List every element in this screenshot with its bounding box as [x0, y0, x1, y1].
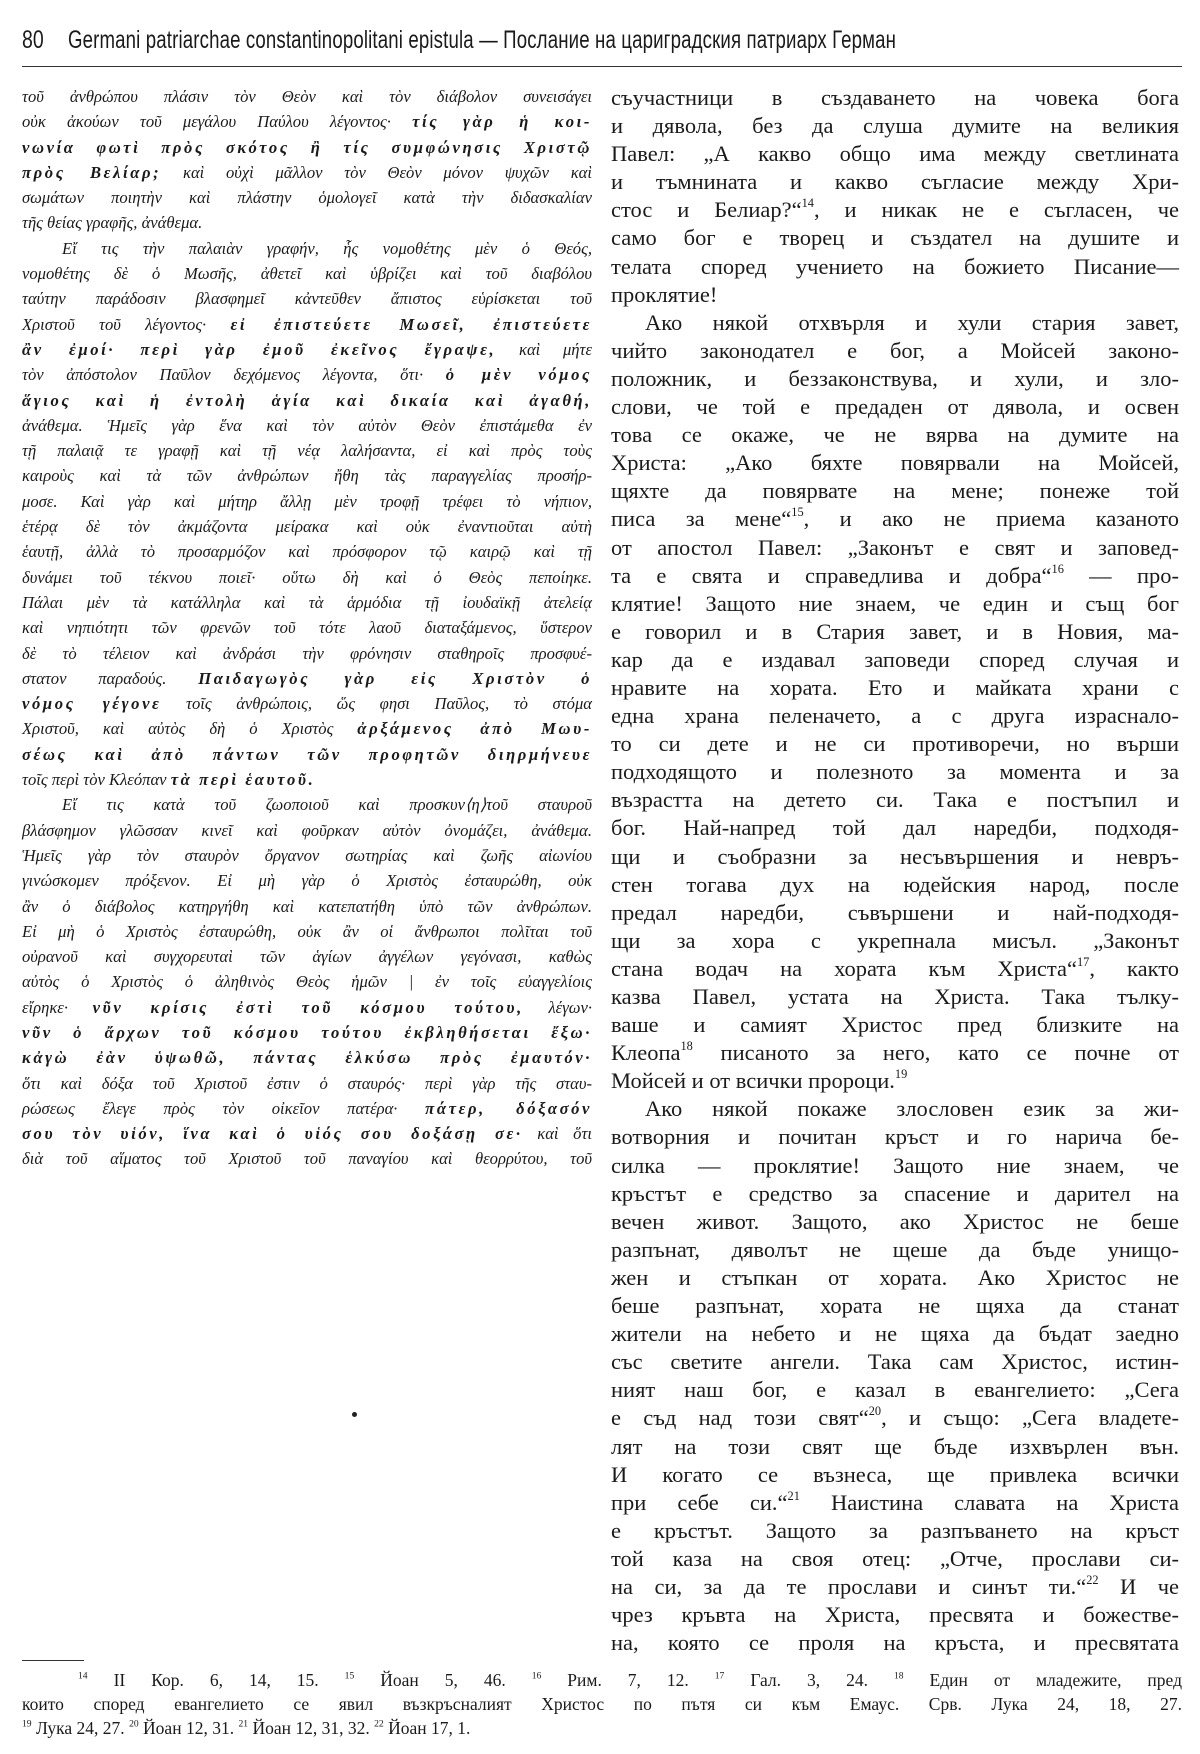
text-run: τὸν ἀπόστολον Παῦλον δεχόμενος λέγοντα, ὅτι·	[22, 365, 446, 385]
footnote-ref: 22	[374, 1718, 384, 1730]
text-run: той каза на своя отец: „Отче, прослави си-	[611, 1545, 1179, 1571]
text-run: Ако някой отхвърля и хули стария завет,	[645, 309, 1179, 335]
text-run: бог. Най-напред той дал наредби, подходя-	[611, 815, 1179, 841]
text-run: нравите на хората. Ето и майката храни с	[611, 674, 1179, 700]
text-run: и тъмнината и какво съгласие между Хри-	[611, 169, 1179, 195]
paragraph	[22, 84, 592, 236]
text-run: щи и съобразни за несъвършения и невръ-	[611, 843, 1179, 869]
text-run: τῇ παλαιᾷ τε γραφῇ καὶ τῇ νέᾳ λαλήσαντα, εἰ καὶ πρὸς τοὺς	[22, 441, 592, 461]
text-run: ἑαυτῇ, ἀλλὰ τὸ προσαρμόζον καὶ πρόσφορον τῷ καιρῷ καὶ τῇ	[22, 542, 592, 562]
text-line	[22, 792, 592, 817]
text-run: Ако някой покаже злословен език за жи-	[645, 1096, 1179, 1122]
footnote-ref: 14	[801, 196, 814, 211]
text-run: αὐτὸς ὁ Χριστὸς ὁ ἀληθινὸς Θεὸς ἡμῶν | ἐν τοῖς εὐαγγελίοις	[22, 972, 592, 992]
paragraph	[22, 792, 592, 1171]
text-run: τοῖς ἀνθρώποις, ὥς φησι Παῦλος, τὸ στόμα	[161, 694, 593, 714]
spaced-quotation: ὁ μὲν νόμος	[445, 365, 592, 385]
text-run: кръстът е средство за спасение и дарител на	[611, 1180, 1179, 1206]
text-run: Един от младежите, пред	[903, 1670, 1182, 1690]
text-line	[22, 1096, 592, 1121]
text-line	[611, 224, 1179, 252]
text-line	[22, 109, 592, 134]
text-run: μοσε. Καὶ γὰρ καὶ μήτηρ ἄλλῃ μὲν τροφῇ τρέφει τὸ νήπιον,	[22, 491, 592, 511]
text-line	[22, 1121, 592, 1146]
text-run: — про-	[1063, 562, 1179, 588]
text-run: Εἴ τις τὴν παλαιὰν γραφήν, ἧς νομοθέτης μὲν ὁ Θεός,	[62, 238, 592, 258]
text-run: Χριστοῦ, καὶ αὐτὸς δὴ ὁ Χριστὸς	[22, 719, 358, 739]
text-line	[611, 1264, 1179, 1292]
text-run: слови, че той е предаден от дявола, и освен	[611, 394, 1179, 420]
paragraph	[611, 309, 1179, 1096]
text-line	[611, 1629, 1179, 1657]
text-run: στατον παραδούς.	[22, 668, 199, 688]
page-number: 80	[22, 26, 44, 54]
text-run: клятие! Защото ние знаем, че един и същ бог	[611, 590, 1179, 616]
spaced-quotation: νωνία φωτὶ πρὸς σκότος ἢ τίς συμφώνησις Χριστῷ	[22, 137, 592, 157]
spaced-quotation: ἀρξάμενος ἀπὸ Μωυ-	[357, 719, 592, 739]
text-run: καὶ ὅτι	[522, 1124, 592, 1144]
text-line	[611, 1461, 1179, 1489]
text-line	[22, 742, 592, 767]
text-run: Ἡμεῖς γὰρ τὸν σταυρὸν ὄργανον σωτηρίας καὶ ζωῆς αἰωνίου	[22, 845, 592, 865]
text-line	[22, 261, 592, 286]
text-line	[611, 814, 1179, 842]
text-run: телата според учението на божието Писание—	[611, 253, 1179, 279]
text-line	[611, 758, 1179, 786]
text-line	[611, 562, 1179, 590]
text-run: ὅτι καὶ δόξα τοῦ Χριστοῦ ἐστιν ὁ σταυρός· περὶ γὰρ τῆς σταυ-	[22, 1073, 592, 1093]
text-run: писаното за него, като се почне от	[692, 1040, 1179, 1066]
text-run: е съд над този свят“	[611, 1405, 869, 1431]
text-run: II Кор. 6, 14, 15.	[87, 1670, 345, 1690]
footnote-ref: 17	[1077, 955, 1090, 970]
text-run: Йоан 12, 31.	[138, 1718, 239, 1738]
text-run: на си, за да те прослави и синът ти.“	[611, 1573, 1087, 1599]
text-run: е говорил и в Стария завет, и в Новия, ма-	[611, 618, 1179, 644]
running-title: Germani patriarchae constantinopolitani epistula — Послание на цариградския патриарх Герман	[68, 26, 897, 54]
text-line	[22, 615, 592, 640]
text-line	[611, 1180, 1179, 1208]
text-line	[22, 84, 592, 109]
text-line	[611, 702, 1179, 730]
spaced-quotation: σέως καὶ ἀπὸ πάντων τῶν προφητῶν διηρμήνευε	[22, 744, 592, 764]
paragraph	[611, 1095, 1179, 1657]
text-line	[611, 449, 1179, 477]
text-run: καιροὺς καὶ τὰ τῶν ἀνθρώπων ἤθη τὰς παραγγελίας προσήρ-	[22, 466, 592, 486]
text-line	[611, 927, 1179, 955]
footnote-ref: 15	[791, 505, 804, 520]
footnote-ref: 15	[344, 1670, 355, 1682]
spaced-quotation: κἀγὼ ἐὰν ὑψωθῶ, πάντας ἑλκύσω πρὸς ἐμαυτόν·	[22, 1048, 592, 1068]
text-run: Наистина славата на Христа	[799, 1489, 1180, 1515]
text-line	[611, 1601, 1179, 1629]
text-run: ἑτέρᾳ δὲ τὸν ἀκμάζοντα μείρακα καὶ οὐκ ἐναντιοῦται αὐτὴ	[22, 517, 592, 537]
text-line	[22, 413, 592, 438]
text-line	[22, 160, 592, 185]
text-run: положник, и беззаконствува, и хули, и зло-	[611, 365, 1179, 391]
text-line	[22, 843, 592, 868]
text-line	[611, 84, 1179, 112]
text-line	[22, 539, 592, 564]
text-run: само бог е творец и създател на душите и	[611, 225, 1179, 251]
text-line	[22, 210, 592, 235]
text-line	[611, 309, 1179, 337]
footnote-ref: 20	[868, 1404, 882, 1419]
text-line	[611, 1292, 1179, 1320]
text-line	[611, 281, 1179, 309]
text-run: Εἰ μὴ ὁ Χριστὸς ἐσταυρώθη, οὐκ ἂν οἱ ἄνθρωποι πολῖται τοῦ	[22, 921, 592, 941]
spaced-quotation: πάτερ, δόξασόν	[425, 1098, 592, 1118]
text-line	[611, 168, 1179, 196]
text-line	[22, 818, 592, 843]
text-line	[611, 505, 1179, 533]
footnote-ref: 16	[531, 1670, 542, 1682]
text-line	[611, 983, 1179, 1011]
spaced-quotation: τίς γὰρ ἡ κοι-	[412, 112, 592, 132]
text-run: οὐκ ἀκούων τοῦ μεγάλου Παύλου λέγοντος·	[22, 112, 413, 132]
text-run: βλάσφημον γλῶσσαν κινεῖ καὶ φοῦρκαν αὐτὸν ὀνομάζει, ἀνάθεμα.	[22, 820, 592, 840]
text-run: една храна пеленачето, а с друга израснало-	[611, 703, 1179, 729]
footnote-ref: 19	[894, 1067, 908, 1082]
text-line	[611, 1517, 1179, 1545]
text-run: възрастта на детето си. Така е постъпил и	[611, 787, 1179, 813]
text-run: Христа: „Ако бяхте повярвали на Мойсей,	[611, 450, 1179, 476]
text-run: Рим. 7, 12.	[541, 1670, 715, 1690]
text-line	[611, 196, 1179, 224]
text-line	[22, 489, 592, 514]
footnote-ref: 21	[238, 1718, 249, 1730]
text-run: силка — проклятие! Защото ние знаем, че	[611, 1152, 1179, 1178]
footnote-ref: 19	[22, 1718, 32, 1730]
text-run: ταύτην παράδοσιν βλασφημεῖ κἀντεῦθεν ἄπιστος εὑρίσκεται τοῦ	[22, 289, 592, 309]
text-line	[611, 365, 1179, 393]
footnote-ref: 14	[78, 1670, 88, 1682]
text-line	[22, 666, 592, 691]
text-line	[611, 140, 1179, 168]
text-run: подходящото и полезното за момента и за	[611, 759, 1179, 785]
text-line	[22, 1692, 1182, 1716]
text-line	[22, 590, 592, 615]
text-line	[22, 995, 592, 1020]
text-line	[611, 786, 1179, 814]
text-line	[22, 969, 592, 994]
text-line	[22, 894, 592, 919]
text-run: καὶ μήτε	[496, 339, 592, 359]
text-line	[22, 514, 592, 539]
text-line	[611, 1545, 1179, 1573]
text-run: жен и стъпкан от хората. Ако Христос не	[611, 1264, 1179, 1290]
text-run: та е свята и справедлива и добра“	[611, 562, 1052, 588]
text-line	[611, 1067, 1179, 1095]
text-run: τῆς θείας γραφῆς, ἀνάθεμα.	[22, 213, 203, 233]
text-run: стана водач на хората към Христа“	[611, 955, 1077, 981]
text-line	[611, 1208, 1179, 1236]
text-run: Гал. 3, 24.	[724, 1670, 894, 1690]
paragraph	[611, 84, 1179, 309]
text-line	[611, 1404, 1179, 1432]
text-line	[22, 236, 592, 261]
text-run: то си дете и не си противоречи, но върши	[611, 731, 1179, 757]
text-run: Йоан 12, 31, 32.	[248, 1718, 375, 1738]
text-run: διὰ τοῦ αἵματος τοῦ Χριστοῦ τοῦ παναγίου καὶ θεορρύτου, τοῦ	[22, 1149, 592, 1169]
text-run: това се окаже, че не вярва на думите на	[611, 422, 1179, 448]
text-line	[22, 388, 592, 413]
text-run: καὶ νηπιότητι τῶν φρενῶν τοῦ τότε λαοῦ διαταξάμενος, ὕστερον	[22, 618, 592, 638]
text-line	[22, 1045, 592, 1070]
text-line	[611, 590, 1179, 618]
text-line	[22, 767, 592, 792]
bulgarian-translation-column	[611, 84, 1179, 1657]
text-line	[611, 899, 1179, 927]
text-line	[611, 1039, 1179, 1067]
footnote-ref: 18	[680, 1039, 693, 1054]
spaced-quotation: ἅγιος καὶ ἡ ἐντολὴ ἁγία καὶ δικαία καὶ ἀγαθή,	[22, 390, 592, 410]
text-line	[611, 1348, 1179, 1376]
text-run: И че	[1098, 1573, 1179, 1599]
text-run: , както	[1089, 955, 1180, 981]
running-header	[22, 22, 1182, 62]
text-run: Πάλαι μὲν τὰ κατάλληλα καὶ τὰ ἁρμόδια τῇ ἰουδαϊκῇ ἀτελείᾳ	[22, 592, 592, 612]
text-line	[22, 716, 592, 741]
text-run: Павел: „А какво общо има между светлината	[611, 141, 1179, 167]
text-line	[611, 1152, 1179, 1180]
text-run: σωμάτων ποιητὴν καὶ πλάστην ὁμολογεῖ κατὰ τὴν διδασκαλίαν	[22, 188, 592, 208]
text-run: при себе си.“	[611, 1489, 788, 1515]
text-run: , и никак не е съгласен, че	[813, 197, 1179, 223]
text-run: щяхте да повярвате на мене; понеже той	[611, 478, 1179, 504]
text-line	[22, 312, 592, 337]
text-line	[22, 185, 592, 210]
footnote-ref: 21	[787, 1488, 800, 1503]
text-run: разпънат, дяволът не щеше да бъде унищо-	[611, 1236, 1179, 1262]
text-run: τοῖς περὶ τὸν Κλεόπαν	[22, 770, 171, 790]
footnote-ref: 20	[129, 1718, 139, 1730]
text-line	[22, 1020, 592, 1045]
text-run: νομοθέτης δὲ ὁ Μωσῆς, ἀθετεῖ καὶ ὑβρίζει καὶ τοῦ διαβόλου	[22, 264, 592, 284]
text-run: със светите ангели. Така сам Христос, истин-	[611, 1349, 1179, 1375]
spaced-quotation: σου τὸν υἱόν, ἵνα καὶ ὁ υἱός σου δοξάσῃ σε·	[22, 1124, 523, 1144]
text-line	[611, 1123, 1179, 1151]
text-run: и дявола, без да слуша думите на великия	[611, 113, 1179, 139]
text-run: на, която се проля на кръста, и пресвятата	[611, 1630, 1179, 1656]
header-rule	[22, 66, 1182, 67]
spaced-quotation: τὰ περὶ ἑαυτοῦ.	[170, 770, 316, 790]
text-line	[611, 955, 1179, 983]
text-run: Йоан 17, 1.	[383, 1718, 471, 1738]
text-line	[611, 1011, 1179, 1039]
text-line	[22, 135, 592, 160]
text-run: съучастници в създаването на човека бога	[611, 85, 1179, 110]
text-line	[611, 1573, 1179, 1601]
text-line	[611, 1489, 1179, 1517]
text-run: писа за мене“	[611, 506, 792, 532]
footnote-ref: 22	[1086, 1573, 1099, 1588]
text-run: кар да е издавал заповеди според случая и	[611, 646, 1179, 672]
text-run: οὐρανοῦ καὶ συγχορευταὶ τῶν ἁγίων ἀγγέλων γεγόνασι, καθὼς	[22, 947, 592, 967]
text-run: ваше и самият Христос пред близките на	[611, 1012, 1179, 1038]
text-run: ният наш бог, е казал в евангелието: „Сега	[611, 1377, 1179, 1403]
text-line	[611, 253, 1179, 281]
text-run: Клеопа	[611, 1040, 681, 1066]
text-line	[611, 1095, 1179, 1123]
greek-text-column	[22, 84, 592, 1172]
spaced-quotation: εἰ ἐπιστεύετε Μωσεῖ, ἐπιστεύετε	[230, 314, 592, 334]
text-run: И когато се възнеса, ще привлека всички	[611, 1461, 1179, 1487]
text-line	[611, 871, 1179, 899]
text-run: ρώσεως ἔλεγε πρὸς τὸν οἰκεῖον πατέρα·	[22, 1098, 426, 1118]
text-run: стос и Белиар?“	[611, 197, 802, 223]
text-run: проклятие!	[611, 281, 718, 307]
text-run: казва Павел, устата на Христа. Така тълку-	[611, 984, 1179, 1009]
text-run: щи за хора с укрепнала мисъл. „Законът	[611, 927, 1179, 953]
text-line	[22, 641, 592, 666]
text-line	[22, 463, 592, 488]
text-run: вечен живот. Защото, ако Христос не беше	[611, 1208, 1179, 1234]
text-line	[611, 646, 1179, 674]
text-run: лят на този свят ще бъде изхвърлен вън.	[611, 1433, 1179, 1459]
text-line	[22, 868, 592, 893]
text-line	[611, 1236, 1179, 1264]
text-line	[611, 1433, 1179, 1461]
text-line	[611, 1376, 1179, 1404]
text-line	[22, 1668, 1182, 1692]
text-line	[611, 534, 1179, 562]
text-line	[22, 362, 592, 387]
text-line	[611, 843, 1179, 871]
text-line	[22, 1716, 1182, 1740]
text-run: τοῦ ἀνθρώπου πλάσιν τὸν Θεὸν καὶ τὸν διάβολον συνεισάγει	[22, 87, 592, 106]
text-line	[611, 1320, 1179, 1348]
text-line	[22, 438, 592, 463]
text-line	[22, 919, 592, 944]
text-run: чрез кръвта на Христа, пресвята и божестве-	[611, 1602, 1179, 1628]
footnote-rule	[22, 1660, 84, 1661]
text-run: Лука 24, 27.	[31, 1718, 130, 1738]
text-run: , и ако не приема казаното	[803, 506, 1179, 532]
text-line	[22, 691, 592, 716]
footnote-ref: 16	[1051, 561, 1064, 576]
text-run: жители на небето и не щяха да бъдат заедно	[611, 1321, 1179, 1347]
spaced-quotation: νῦν κρίσις ἐστὶ τοῦ κόσμου τούτου,	[92, 997, 524, 1017]
text-line	[611, 421, 1179, 449]
text-run: вотворния и почитан кръст и го нарича бе-	[611, 1124, 1179, 1150]
text-line	[22, 1071, 592, 1096]
text-run: ἀνάθεμα. Ἡμεῖς γὰρ ἕνα καὶ τὸν αὐτὸν Θεὸν ἐπιστάμεθα ἐν	[22, 415, 592, 435]
text-line	[611, 730, 1179, 758]
text-run: е кръстът. Защото за разпъването на кръст	[611, 1517, 1179, 1543]
text-run: беше разпънат, хората не щяха да станат	[611, 1293, 1179, 1319]
text-line	[22, 1146, 592, 1171]
footnote-ref: 17	[714, 1670, 725, 1682]
text-run: δυνάμει τοῦ τέκνου ποιεῖ· οὕτω δὴ καὶ ὁ Θεὸς πεποίηκε.	[22, 567, 592, 587]
footnotes	[22, 1668, 1182, 1740]
text-line	[611, 112, 1179, 140]
paragraph	[22, 236, 592, 793]
text-line	[611, 674, 1179, 702]
text-run: δὲ τὸ τέλειον καὶ ἀνδράσι τὴν φρόνησιν σταθηροῖς προσφυέ-	[22, 643, 592, 663]
text-run: ἂν ὁ διάβολος κατηργήθη καὶ κατεπατήθη ὑπὸ τῶν ἀνθρώπων.	[22, 896, 592, 916]
text-line	[22, 944, 592, 969]
text-line	[22, 337, 592, 362]
spaced-quotation: νῦν ὁ ἄρχων τοῦ κόσμου τούτου ἐκβληθήσεται ἔξω·	[22, 1022, 592, 1042]
print-speck	[352, 1412, 357, 1417]
text-run: εἴρηκε·	[22, 997, 93, 1017]
text-run: λέγων·	[523, 997, 592, 1017]
text-run: Εἴ τις κατὰ τοῦ ζωοποιοῦ καὶ προσκυν⟨η⟩τοῦ σταυροῦ	[62, 795, 592, 815]
text-run: , и също: „Сега владете-	[881, 1405, 1179, 1431]
text-run: от апостол Павел: „Законът е свят и заповед-	[611, 534, 1179, 560]
text-run: чийто законодател е бог, а Мойсей законо-	[611, 337, 1179, 363]
spaced-quotation: ἂν ἐμοί· περὶ γὰρ ἐμοῦ ἐκεῖνος ἔγραψε,	[22, 339, 497, 359]
text-run: Йоан 5, 46.	[354, 1670, 532, 1690]
spaced-quotation: Παιδαγωγὸς γὰρ εἰς Χριστὸν ὁ	[198, 668, 592, 688]
text-run: γινώσκομεν πρόξενον. Εἰ μὴ γὰρ ὁ Χριστὸς ἐσταυρώθη, οὐκ	[22, 871, 592, 891]
footnote-ref: 18	[893, 1670, 904, 1682]
text-run: предал наредби, съвършени и най-подходя-	[611, 899, 1179, 925]
text-line	[611, 618, 1179, 646]
text-line	[611, 393, 1179, 421]
text-line	[611, 337, 1179, 365]
spaced-quotation: νόμος γέγονε	[22, 694, 162, 714]
text-run: които според евангелието се явил възкръсналият Христос по пътя си към Емаус. Срв. Лука 24, 18, 27.	[22, 1694, 1182, 1714]
text-run: Мойсей и от всички пророци.	[611, 1068, 895, 1094]
spaced-quotation: πρὸς Βελίαρ;	[22, 162, 162, 182]
text-run: стен тогава дух на юдейския народ, после	[611, 871, 1179, 897]
text-run: καὶ οὐχὶ μᾶλλον τὸν Θεὸν μόνον ψυχῶν καὶ	[161, 162, 592, 182]
text-line	[22, 286, 592, 311]
text-line	[22, 565, 592, 590]
text-run: Χριστοῦ τοῦ λέγοντος·	[22, 314, 231, 334]
text-line	[611, 477, 1179, 505]
